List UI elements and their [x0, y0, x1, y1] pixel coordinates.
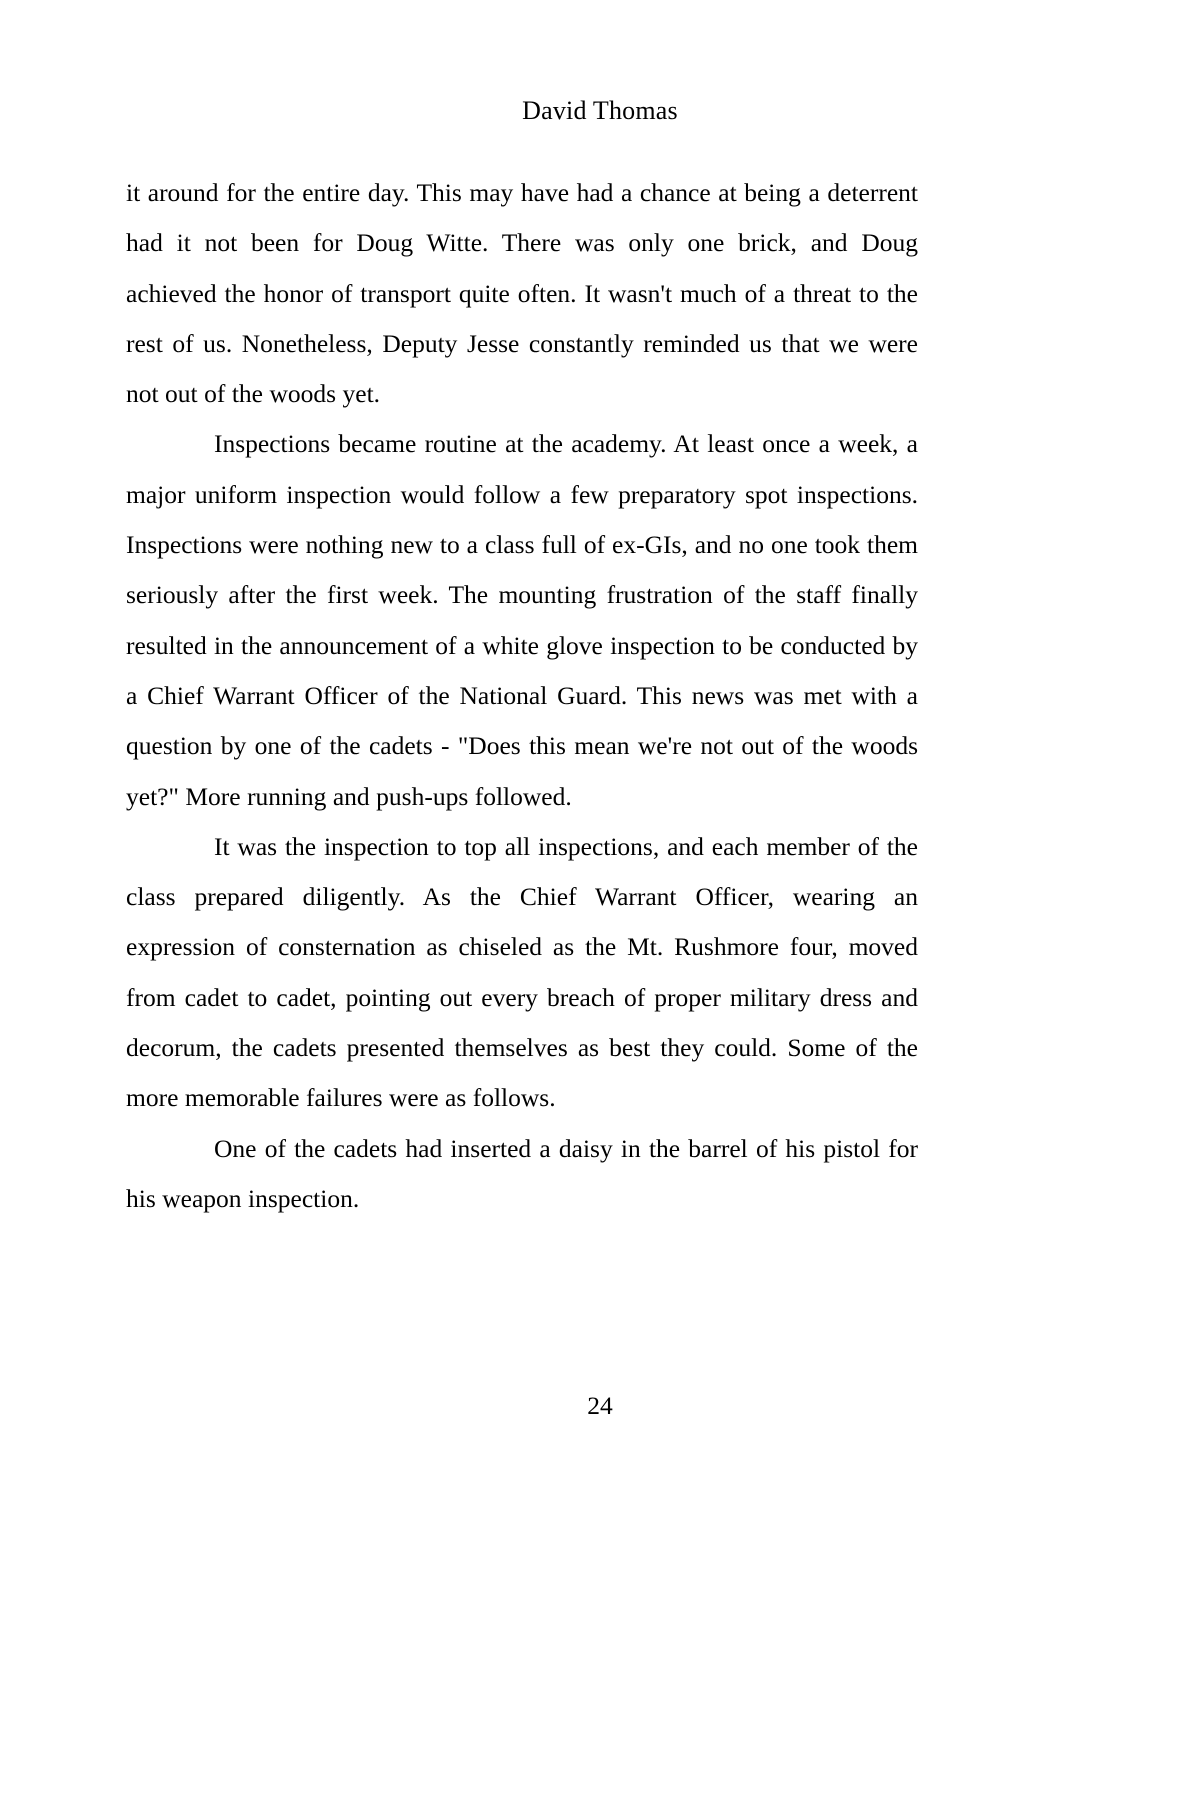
body-text-column — [126, 168, 918, 1224]
running-header-title: David Thomas — [522, 96, 678, 125]
page-number: 24 — [587, 1391, 613, 1420]
paragraph-2: Inspections became routine at the academy. At least once a week, a major uniform inspection would follow a few preparatory spot inspections. Inspections were nothing new to a class full of ex-GIs, and no one took them seriously after the first week. The mounting frustration of the staff finally resulted in the announcement of a white glove inspection to be conducted by a Chief Warrant Officer of the National Guard. This news was met with a question by one of the cadets - "Does this mean we're not out of the woods yet?" More running and push-ups followed. — [126, 429, 918, 811]
paragraph-1: it around for the entire day. This may have had a chance at being a deterrent had it not been for Doug Witte. There was only one brick, and Doug achieved the honor of transport quite often. It wasn't much of a threat to the rest of us. Nonetheless, Deputy Jesse constantly reminded us that we were not out of the woods yet. — [126, 178, 918, 409]
paragraph-3: It was the inspection to top all inspections, and each member of the class prepared diligently. As the Chief Warrant Officer, wearing an expression of consternation as chiseled as the Mt. Rushmore four, moved from cadet to cadet, pointing out every breach of proper military dress and decorum, the cadets presented themselves as best they could. Some of the more memorable failures were as follows. — [126, 831, 918, 1113]
paragraph-4: One of the cadets had inserted a daisy in the barrel of his pistol for his weapon inspection. — [126, 1133, 918, 1213]
